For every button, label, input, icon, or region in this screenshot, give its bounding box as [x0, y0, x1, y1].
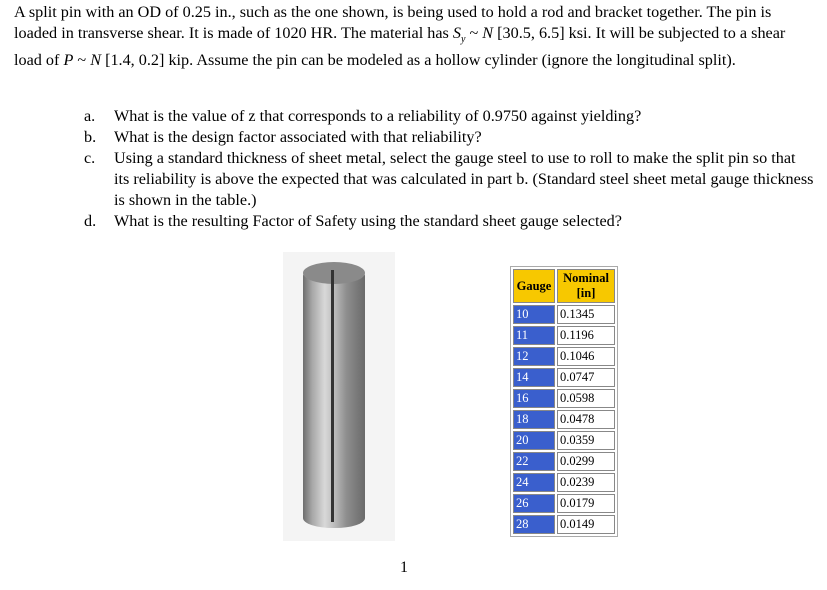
pin-body [303, 266, 365, 528]
table-row [513, 305, 615, 324]
gauge-cell: 26 [513, 494, 555, 513]
gauge-table [510, 266, 618, 537]
table-row [513, 473, 615, 492]
gauge-cell: 24 [513, 473, 555, 492]
text: [1.4, 0.2] kip. Assume the pin can be modeled as a hollow cylinder (ignore the longitudinal split). [101, 51, 736, 70]
text: A split pin with an OD of 0.25 in., such as the one shown, is being used to hold a rod and bracket together. The pin is loaded in transverse shear. It is made of 1020 HR. The material has [14, 3, 772, 42]
table-row [513, 410, 615, 429]
gauge-cell: 12 [513, 347, 555, 366]
load-symbol: P [63, 51, 74, 70]
question-list [84, 106, 814, 232]
sy-subscript: y [460, 34, 466, 46]
nominal-cell: 0.0747 [557, 368, 615, 387]
gauge-cell: 16 [513, 389, 555, 408]
normal-symbol: N [90, 51, 102, 70]
nominal-cell: 0.1046 [557, 347, 615, 366]
table-row [513, 326, 615, 345]
gauge-cell: 10 [513, 305, 555, 324]
question-text: What is the resulting Factor of Safety using the standard sheet gauge selected? [114, 212, 622, 230]
question-a [84, 106, 814, 127]
nominal-cell: 0.0149 [557, 515, 615, 534]
table-row [513, 494, 615, 513]
question-letter: c. [84, 149, 96, 167]
question-text: What is the design factor associated with that reliability? [114, 128, 482, 146]
problem-statement [14, 2, 814, 71]
question-letter: d. [84, 212, 97, 230]
question-letter: a. [84, 107, 96, 125]
table-row [513, 368, 615, 387]
split-pin-image [283, 252, 395, 541]
question-letter: b. [84, 128, 97, 146]
text: [30.5, 6.5] ksi. It will be subjected to a shear load of [14, 24, 786, 70]
question-c [84, 148, 814, 211]
table-row [513, 347, 615, 366]
nominal-cell: 0.0359 [557, 431, 615, 450]
nominal-cell: 0.0299 [557, 452, 615, 471]
nominal-cell: 0.1196 [557, 326, 615, 345]
pin-slit [331, 270, 334, 522]
gauge-cell: 22 [513, 452, 555, 471]
question-d [84, 211, 814, 232]
text: ~ [465, 24, 483, 42]
table-row [513, 515, 615, 534]
table-row [513, 431, 615, 450]
table-row [513, 389, 615, 408]
page-number: 1 [400, 559, 408, 576]
gauge-cell: 28 [513, 515, 555, 534]
gauge-cell: 14 [513, 368, 555, 387]
nominal-cell: 0.0478 [557, 410, 615, 429]
nominal-cell: 0.0598 [557, 389, 615, 408]
normal-symbol: N [482, 24, 494, 42]
gauge-cell: 11 [513, 326, 555, 345]
sy-symbol: S [452, 24, 461, 42]
text: ~ [73, 51, 91, 70]
nominal-cell: 0.0239 [557, 473, 615, 492]
header-gauge: Gauge [513, 269, 555, 303]
question-text: What is the value of z that corresponds to a reliability of 0.9750 against yielding? [114, 107, 642, 125]
nominal-cell: 0.0179 [557, 494, 615, 513]
header-nominal: Nominal [in] [557, 269, 615, 303]
question-text: Using a standard thickness of sheet metal, select the gauge steel to use to roll to make the split pin so that its reliability is above the expected that was calculated in part b. (Standard steel sheet metal gauge thickness is shown in the table.) [114, 149, 814, 209]
table-row [513, 452, 615, 471]
gauge-cell: 20 [513, 431, 555, 450]
nominal-cell: 0.1345 [557, 305, 615, 324]
question-b [84, 127, 814, 148]
gauge-cell: 18 [513, 410, 555, 429]
pin-top [303, 262, 365, 284]
